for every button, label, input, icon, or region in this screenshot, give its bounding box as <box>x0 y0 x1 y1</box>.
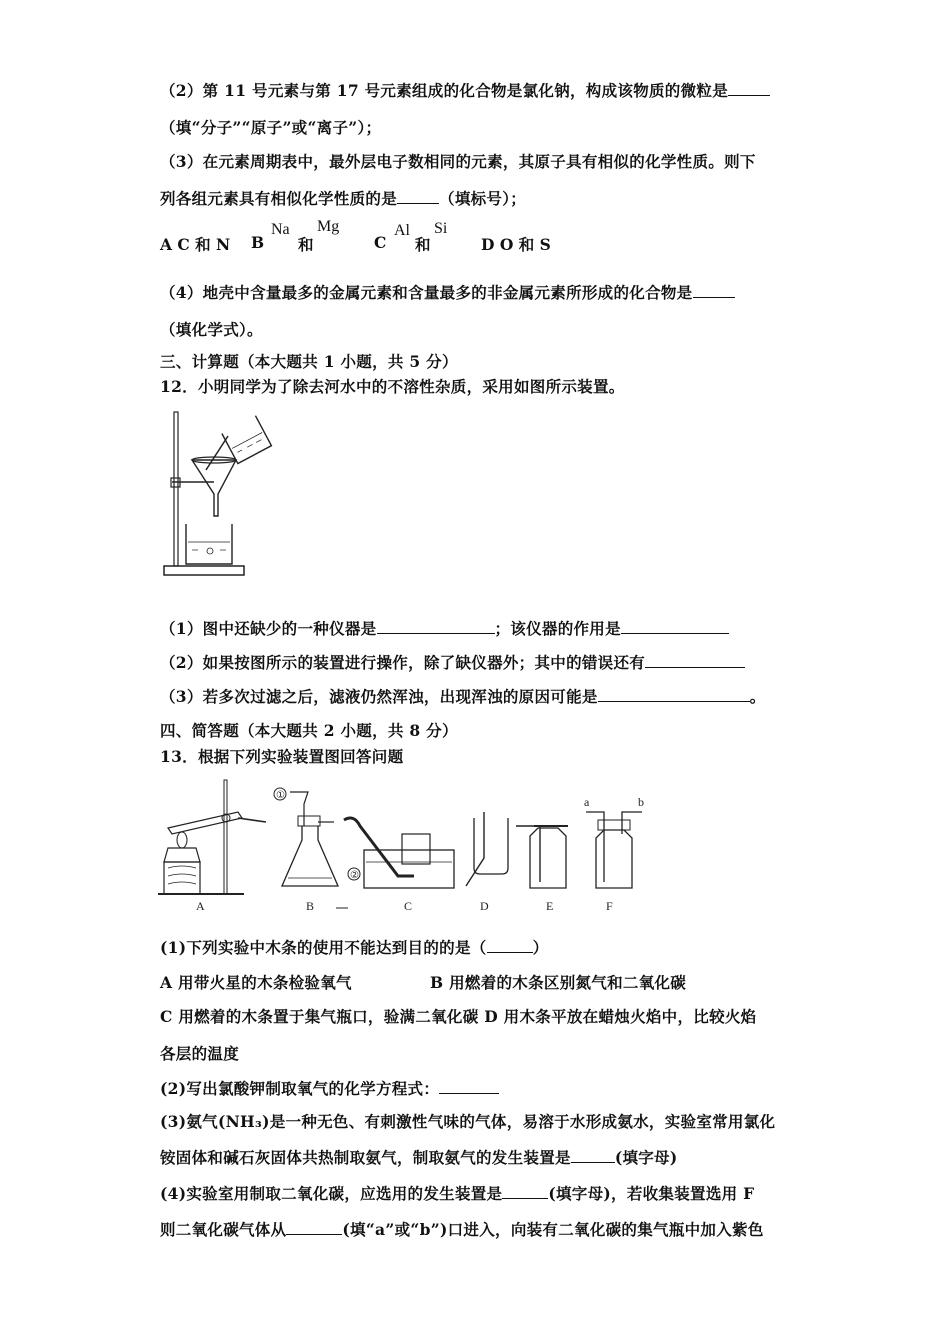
q11-part2-line1 <box>160 79 770 101</box>
q13-option-a: A 用带火星的木条检验氧气 <box>160 973 352 992</box>
option-d: D O 和 S <box>481 235 551 254</box>
circle-label-2: ② <box>350 870 359 881</box>
label-d: D <box>480 899 489 913</box>
answer-blank[interactable] <box>728 81 770 96</box>
label-f: F <box>606 899 613 913</box>
option-a: A C 和 N <box>160 235 231 254</box>
answer-blank[interactable] <box>439 1079 499 1094</box>
answer-blank[interactable] <box>502 1184 548 1199</box>
answer-blank[interactable] <box>621 619 729 634</box>
answer-blank[interactable] <box>377 619 495 634</box>
label-e: E <box>546 899 554 913</box>
q11-part3-line1: （3）在元素周期表中，最外层电子数相同的元素，其原子具有相似的化学性质。则下 <box>160 152 756 171</box>
apparatus-a <box>158 780 266 894</box>
element-symbol-mg: Mg <box>317 218 340 235</box>
option-c-and: 和 <box>415 235 431 254</box>
apparatus-c <box>344 818 454 888</box>
q11-part2-line2: （填“分子”“原子”或“离子”）； <box>160 118 382 137</box>
option-c-letter: C <box>374 233 387 252</box>
option-b-letter: B <box>251 233 265 252</box>
apparatus-d <box>466 812 508 886</box>
q11-part3-line2: 列各组元素具有相似化学性质的是 （填标号）； <box>160 189 527 208</box>
q13-option-cd-cont: 各层的温度 <box>160 1044 240 1063</box>
apparatus-e <box>516 826 568 888</box>
label-b: B <box>306 899 315 913</box>
q13-option-cd: C 用燃着的木条置于集气瓶口，验满二氧化碳 D 用木条平放在蜡烛火焰中，比较火焰 <box>160 1007 757 1026</box>
apparatus-f <box>584 795 644 888</box>
section4-heading: 四、简答题（本大题共 2 小题，共 8 分） <box>160 721 458 740</box>
answer-blank[interactable] <box>286 1220 342 1235</box>
q12-part2: （2）如果按图所示的装置进行操作，除了缺仪器外；其中的错误还有 <box>160 651 745 673</box>
q11-part2-text: （2）第 11 号元素与第 17 号元素组成的化合物是氯化钠，构成该物质的微粒是 <box>160 81 729 100</box>
answer-blank[interactable] <box>645 653 745 668</box>
element-symbol-al: Al <box>394 222 410 239</box>
label-a: A <box>196 899 205 913</box>
apparatus-b <box>274 788 338 886</box>
circle-label-1: ① <box>276 790 285 801</box>
q13-part3-line2: 铵固体和碱石灰固体共热制取氨气，制取氨气的发生装置是 (填字母) <box>160 1148 678 1167</box>
answer-blank[interactable] <box>598 687 750 702</box>
q11-part4-line1: （4）地壳中含量最多的金属元素和含量最多的非金属元素所形成的化合物是 <box>160 281 735 303</box>
q12-part3: （3）若多次过滤之后，滤液仍然浑浊，出现浑浊的原因可能是 。 <box>160 687 766 706</box>
option-b-and: 和 <box>298 235 314 254</box>
label-c: C <box>404 899 413 913</box>
q13-option-b: B 用燃着的木条区别氮气和二氧化碳 <box>430 973 687 992</box>
lab-apparatus-figure <box>158 778 648 916</box>
q13-part1: (1)下列实验中木条的使用不能达到目的的是（ ） <box>160 938 549 957</box>
port-label-a: a <box>584 795 590 809</box>
answer-blank[interactable] <box>397 189 439 204</box>
q11-part4-line2: （填化学式）。 <box>160 320 263 339</box>
q13-part4-line1: (4)实验室用制取二氧化碳，应选用的发生装置是 (填字母)，若收集装置选用 F <box>160 1184 755 1203</box>
q13-part2: (2)写出氯酸钾制取氧气的化学方程式： <box>160 1077 499 1099</box>
q12-stem: 12．小明同学为了除去河水中的不溶性杂质，采用如图所示装置。 <box>160 377 625 396</box>
q13-part3-line1: (3)氨气(NH₃)是一种无色、有刺激性气味的气体，易溶于水形成氨水，实验室常用氯化 <box>160 1112 776 1131</box>
answer-blank[interactable] <box>693 283 735 298</box>
q13-part4-line2: 则二氧化碳气体从 (填“a”或“b”)口进入，向装有二氧化碳的集气瓶中加入紫色 <box>160 1220 764 1239</box>
q13-stem: 13．根据下列实验装置图回答问题 <box>160 747 404 766</box>
port-label-b: b <box>638 795 644 809</box>
element-symbol-si: Si <box>434 220 448 237</box>
answer-blank[interactable] <box>571 1148 615 1163</box>
answer-blank[interactable] <box>487 938 533 953</box>
filtration-apparatus-figure <box>158 400 278 582</box>
q12-part1: （1）图中还缺少的一种仪器是 ；该仪器的作用是 <box>160 617 729 639</box>
section3-heading: 三、计算题（本大题共 1 小题，共 5 分） <box>160 352 458 371</box>
element-symbol-na: Na <box>271 221 290 238</box>
